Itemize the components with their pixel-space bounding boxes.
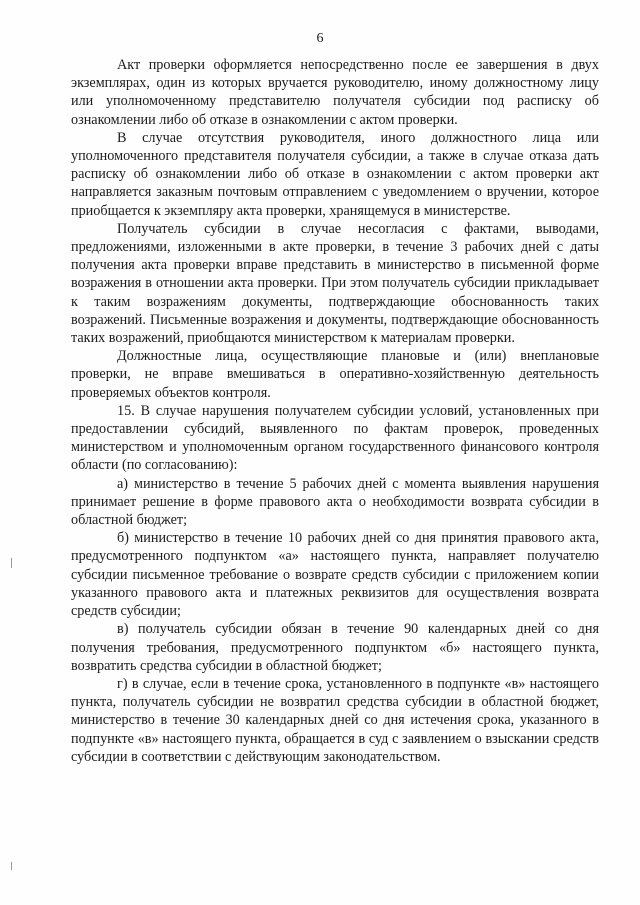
document-body (71, 56, 599, 766)
paragraph-objections: Получатель субсидии в случае несогласия с фактами, выводами, предложениями, изложенными в акте проверки, в течение 3 рабочих дней с даты получения акта проверки вправе представить в министерство в письменной форме возражения в отношении акта проверки. При этом получатель субсидии прикладывает к таким возражениям документы, подтверждающие обоснованность таких возражений. Письменные возражения и документы, подтверждающие обоснованность таких возражений, приобщаются министерством к материалам проверки. (71, 220, 599, 347)
paragraph-subitem-v: в) получатель субсидии обязан в течение 90 календарных дней со дня получения требования, предусмотренного подпунктом «б» настоящего пункта, возвратить средства субсидии в областной бюджет; (71, 621, 599, 674)
paragraph-absence-of-head: В случае отсутствия руководителя, иного должностного лица или уполномоченного представителя получателя субсидии, а также в случае отказа дать расписку об ознакомлении либо об отказе в ознакомлении с актом проверки акт направляется заказным почтовым отправлением с уведомлением о вручении, которое приобщается к экземпляру акта проверки, хранящемуся в министерстве. (71, 129, 599, 219)
paragraph-subitem-a: а) министерство в течение 5 рабочих дней с момента выявления нарушения принимает решение в форме правового акта о необходимости возврата субсидии в областной бюджет; (71, 475, 599, 529)
paragraph-subitem-b: б) министерство в течение 10 рабочих дней со дня принятия правового акта, предусмотренного подпунктом «а» настоящего пункта, направляет получателю субсидии письменное требование о возврате средств субсидии с приложением копии указанного правового акта и платежных реквизитов для осуществления возврата средств субсидии; (71, 530, 599, 620)
paragraph-inspection-act: Акт проверки оформляется непосредственно после ее завершения в двух экземплярах, один из которых вручается руководителю, иному должностному лицу или уполномоченному представителю получателя субсидии под расписку об ознакомлении либо об отказе в ознакомлении с актом проверки. (71, 57, 599, 128)
page-number: 6 (316, 31, 324, 46)
scan-edge-mark (11, 558, 12, 568)
scan-edge-mark (11, 862, 12, 870)
paragraph-subitem-g: г) в случае, если в течение срока, установленного в подпункте «в» настоящего пункта, получатель субсидии не возвратил средства субсидии в областной бюджет, министерство в течение 30 календарных дней со дня истечения срока, указанного в подпункте «в» настоящего пункта, обращается в суд с заявлением о взыскании средств субсидии в соответствии с действующим законодательством. (71, 675, 599, 765)
paragraph-item-15: 15. В случае нарушения получателем субсидии условий, установленных при предоставлении субсидий, выявленного по фактам проверок, проведенных министерством и уполномоченным органом государственного финансового контроля области (по согласованию): (71, 402, 599, 474)
paragraph-officials: Должностные лица, осуществляющие плановые и (или) внеплановые проверки, не вправе вмешиваться в оперативно-хозяйственную деятельность проверяемых объектов контроля. (71, 348, 599, 401)
